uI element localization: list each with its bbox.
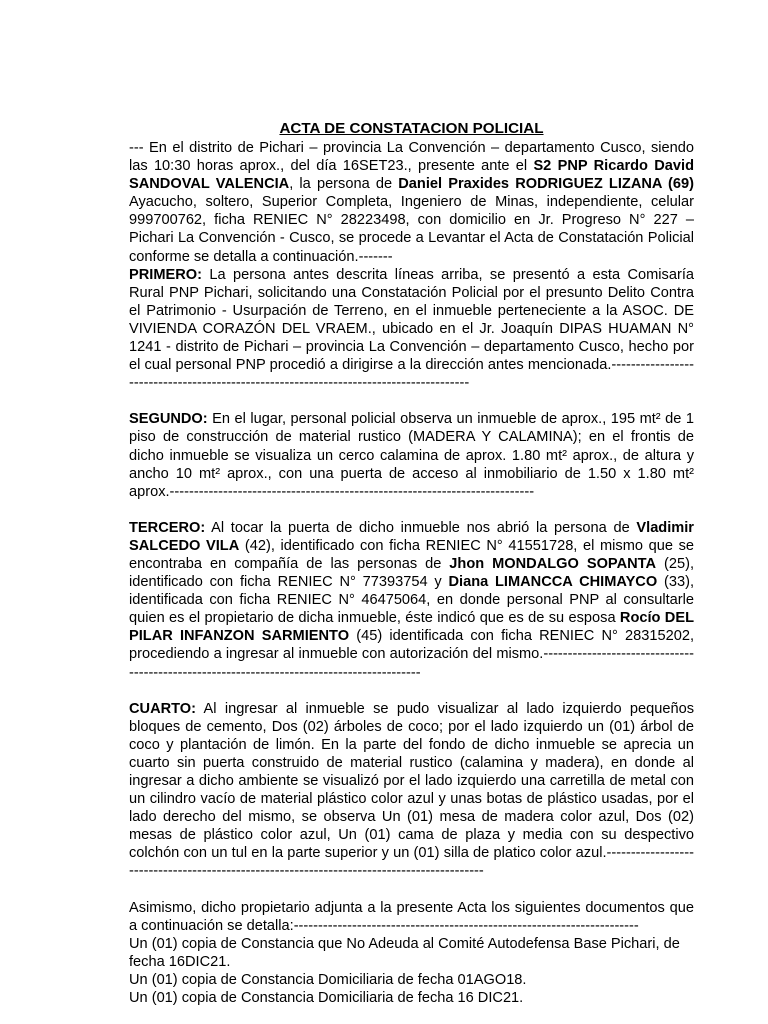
intro-text: Ayacucho, soltero, Superior Completa, Ingeniero de Minas, independiente, celular 999700762, ficha RENIEC N° 28223498, con domicilio en Jr. Progreso N° 227 – Pichari La Convención - Cusco, se procede a Levantar el Acta de Constatación Policial conforme se detalla a continuación.------- [129, 194, 694, 265]
owner-name: Rocío DEL PILAR INFANZON SARMIENTO [129, 610, 694, 645]
cuarto-label: CUARTO: [129, 700, 197, 717]
intro-text: , la persona de [289, 176, 399, 193]
person-name: Jhon MONDALGO SOPANTA [449, 555, 657, 572]
tercero-label: TERCERO: [129, 519, 206, 536]
spacer [129, 881, 694, 899]
complainant-name: Daniel Praxides RODRIGUEZ LIZANA (69) [398, 176, 695, 193]
spacer [129, 392, 694, 410]
segundo-paragraph [129, 410, 694, 500]
document-title: ACTA DE CONSTATACION POLICIAL [279, 120, 544, 137]
document-list-item: Un (01) copia de Constancia Domiciliaria de fecha 01AGO18. [129, 971, 527, 988]
tercero-text: (33), identificada con ficha RENIEC N° 46475064, en donde personal PNP al consultarle quien es el propietario de dicha inmueble, éste indicó que es de su esposa [129, 574, 695, 627]
segundo-text: En el lugar, personal policial observa un inmueble de aprox., 195 mt² de 1 piso de construcción de material rustico (MADERA Y CALAMINA); en el frontis de dicho inmueble se visualiza un cerco calamina de aprox. 1.80 mt² aprox., de altura y ancho 10 mt² aprox., con una puerta de acceso al inmobiliario de 1.50 x 1.80 mt² aprox.--------------------------------------------------------------------------- [129, 411, 694, 500]
asimismo-paragraph: Asimismo, dicho propietario adjunta a la presente Acta los siguientes documentos que a continuación se detalla:----------------------------------------------------------------------- [129, 899, 694, 934]
tercero-paragraph [129, 519, 694, 682]
spacer [129, 501, 694, 519]
tercero-text: (25), identificado con ficha RENIEC N° 77393754 y [129, 555, 695, 591]
person-name: Diana LIMANCCA CHIMAYCO [448, 574, 658, 591]
document-list-item: Un (01) copia de Constancia Domiciliaria de fecha 16 DIC21. [129, 990, 524, 1007]
primero-label: PRIMERO: [129, 266, 202, 283]
primero-paragraph [129, 266, 694, 393]
tercero-text: (45) identificada con ficha RENIEC N° 28315202, procediendo a ingresar al inmueble con autorización del mismo.------------------------------------------------------------------------------------------- [129, 628, 694, 681]
cuarto-paragraph [129, 700, 694, 881]
segundo-label: SEGUNDO: [129, 411, 208, 428]
intro-text: --- En el distrito de Pichari – provincia La Convención – departamento Cusco, siendo las 10:30 horas aprox., del día 16SET23., presente ante el [129, 140, 694, 175]
spacer [129, 682, 694, 700]
tercero-text: Al tocar la puerta de dicho inmueble nos abrió la persona de [205, 519, 637, 536]
tercero-text: (42), identificado con ficha RENIEC N° 41551728, el mismo que se encontraba en compañía de las personas de [129, 537, 694, 572]
intro-paragraph [129, 139, 694, 266]
document-list-item: Un (01) copia de Constancia que No Adeuda al Comité Autodefensa Base Pichari, de fecha 16DIC21. [129, 935, 680, 970]
cuarto-text: Al ingresar al inmueble se pudo visualizar al lado izquierdo pequeños bloques de cemento, Dos (02) árboles de coco; por el lado izquierdo un (01) árbol de coco y plantación de limón. En la parte del fondo de dicho inmueble se aprecia un cuarto sin puerta construido de material rustico (calamina y madera), en donde al ingresar a dicho ambiente se visualizó por el lado izquierdo una carretilla de metal con un cilindro vacío de material plástico color azul y unas botas de plástico usadas, por el lado derecho del mismo, se observa Un (01) mesa de madera color azul, Dos (02) mesas de plástico color azul, Un (01) cama de plaza y media con su despectivo colchón con un tul en la parte superior y un (01) silla de platico color azul.------------------------------------------------------------------------------------------- [129, 700, 694, 880]
primero-text: La persona antes descrita líneas arriba, se presentó a esta Comisaría Rural PNP Pichari, solicitando una Constatación Policial por el presunto Delito Contra el Patrimonio - Usurpación de Terreno, en el inmueble perteneciente a la ASOC. DE VIVIENDA CORAZÓN DEL VRAEM., ubicado en el Jr. Joaquín DIPAS HUAMAN N° 1241 - distrito de Pichari – provincia La Convención – departamento Cusco, hecho por el cual personal PNP procedió a dirigirse a la dirección antes mencionada.--------------------------------------------------------------------------------------- [129, 266, 694, 392]
person-name: Vladimir SALCEDO VILA [129, 519, 694, 554]
officer-name: S2 PNP Ricardo David SANDOVAL VALENCIA [129, 158, 694, 193]
